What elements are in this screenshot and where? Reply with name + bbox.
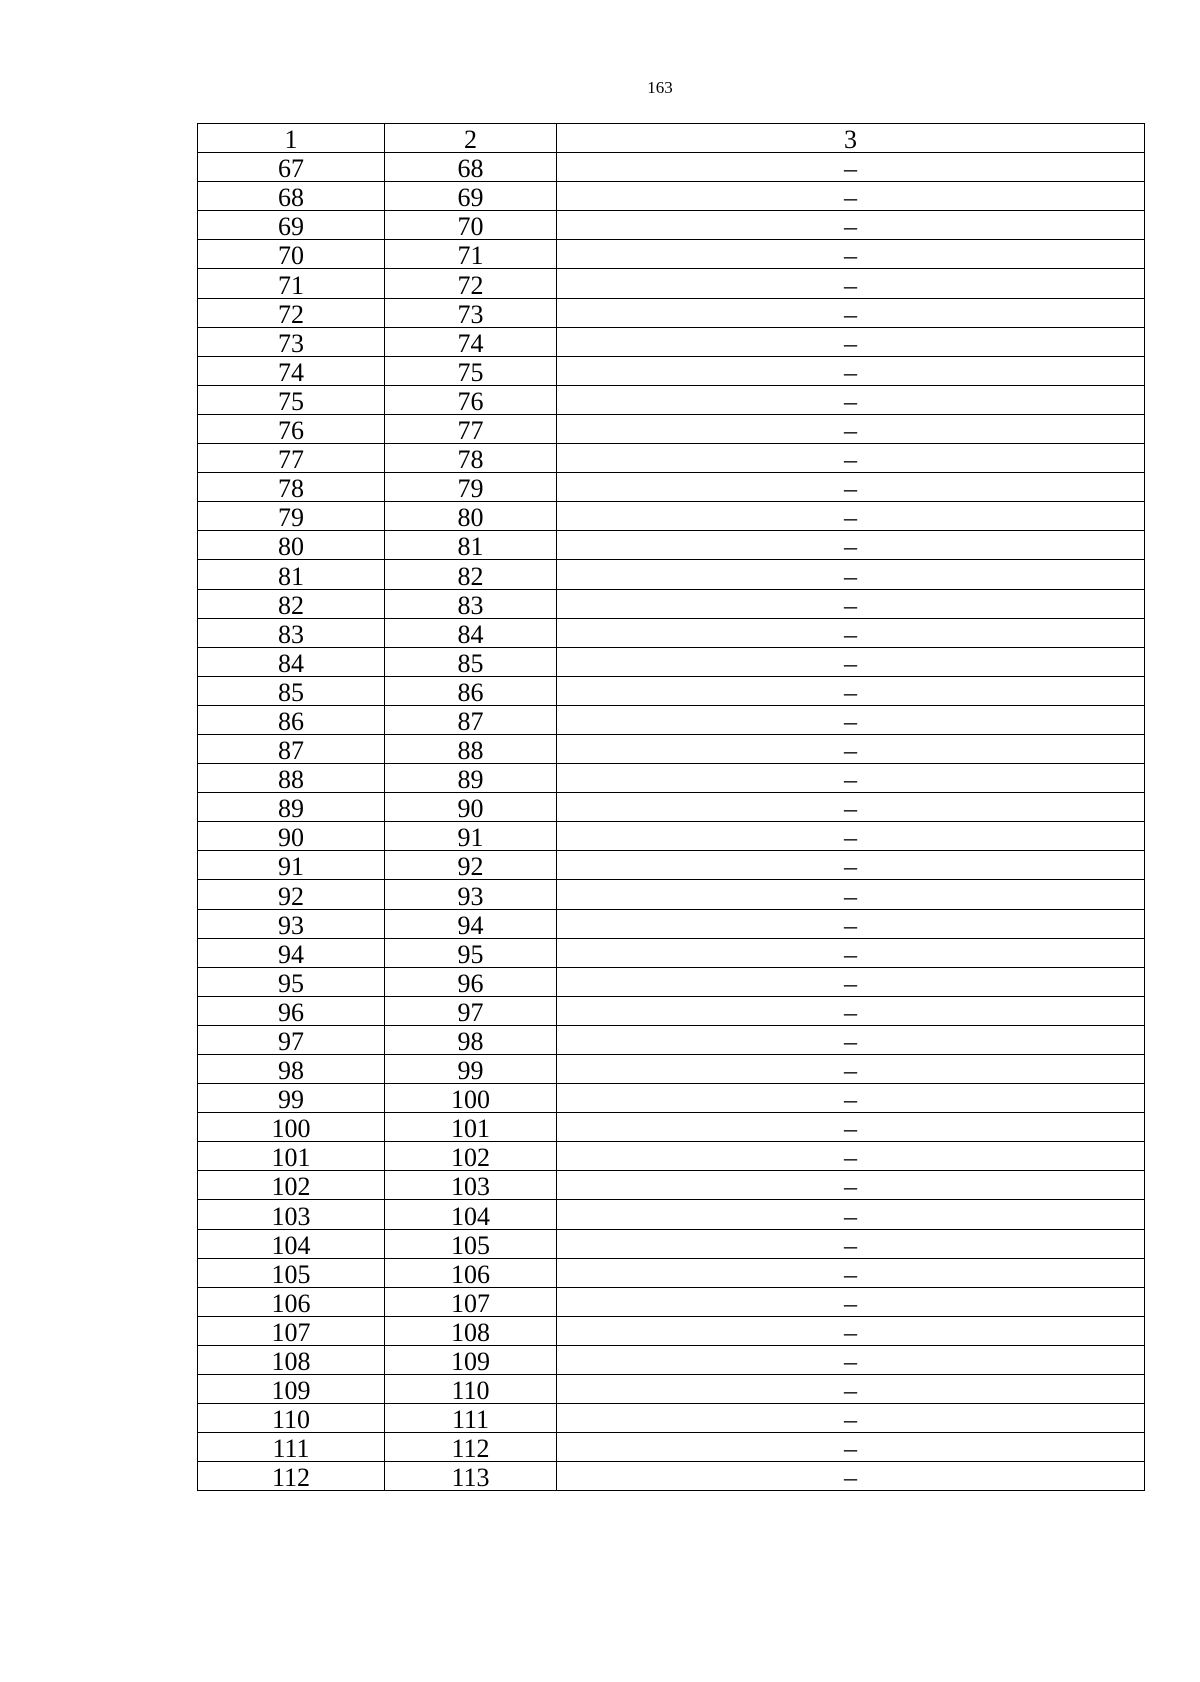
table-row bbox=[198, 764, 1145, 793]
table-cell-col-3: – bbox=[557, 269, 1145, 298]
table-cell-col-2: 80 bbox=[385, 502, 557, 531]
table-row bbox=[198, 618, 1145, 647]
table-row bbox=[198, 1258, 1145, 1287]
table-row bbox=[198, 1200, 1145, 1229]
table-row bbox=[198, 793, 1145, 822]
table-cell-col-3: – bbox=[557, 938, 1145, 967]
table-row bbox=[198, 1142, 1145, 1171]
table-cell-col-1: 73 bbox=[198, 327, 385, 356]
table-cell-col-3: – bbox=[557, 473, 1145, 502]
table-row bbox=[198, 1433, 1145, 1462]
table-cell-col-1: 106 bbox=[198, 1287, 385, 1316]
table-row bbox=[198, 1287, 1145, 1316]
table-cell-col-2: 101 bbox=[385, 1113, 557, 1142]
table-cell-col-2: 107 bbox=[385, 1287, 557, 1316]
table-row bbox=[198, 502, 1145, 531]
table-row bbox=[198, 880, 1145, 909]
table-cell-col-2: 89 bbox=[385, 764, 557, 793]
table-cell-col-2: 108 bbox=[385, 1316, 557, 1345]
table-cell-col-2: 81 bbox=[385, 531, 557, 560]
table-cell-col-1: 112 bbox=[198, 1462, 385, 1491]
table-cell-col-3: – bbox=[557, 1055, 1145, 1084]
table-row bbox=[198, 1025, 1145, 1054]
table-cell-col-3: – bbox=[557, 676, 1145, 705]
table-cell-col-1: 98 bbox=[198, 1055, 385, 1084]
table-cell-col-3: – bbox=[557, 1316, 1145, 1345]
table-cell-col-3: – bbox=[557, 1142, 1145, 1171]
table-cell-col-1: 105 bbox=[198, 1258, 385, 1287]
table-row bbox=[198, 967, 1145, 996]
table-cell-col-2: 111 bbox=[385, 1404, 557, 1433]
table-cell-col-3: – bbox=[557, 705, 1145, 734]
table-cell-col-2: 70 bbox=[385, 211, 557, 240]
table-cell-col-1: 91 bbox=[198, 851, 385, 880]
table-cell-col-3: – bbox=[557, 589, 1145, 618]
table-cell-col-3: – bbox=[557, 1404, 1145, 1433]
table-row bbox=[198, 240, 1145, 269]
table-cell-col-3: – bbox=[557, 298, 1145, 327]
table-cell-col-1: 76 bbox=[198, 414, 385, 443]
table-cell-col-2: 106 bbox=[385, 1258, 557, 1287]
table-cell-col-3: – bbox=[557, 851, 1145, 880]
table-cell-col-2: 84 bbox=[385, 618, 557, 647]
table-cell-col-3: – bbox=[557, 560, 1145, 589]
table-cell-col-3: – bbox=[557, 1375, 1145, 1404]
table-cell-col-1: 71 bbox=[198, 269, 385, 298]
page-number: 163 bbox=[647, 78, 673, 97]
table-cell-col-1: 108 bbox=[198, 1345, 385, 1374]
table-row bbox=[198, 385, 1145, 414]
table-cell-col-1: 95 bbox=[198, 967, 385, 996]
table-cell-col-1: 102 bbox=[198, 1171, 385, 1200]
table-row bbox=[198, 153, 1145, 182]
table-row bbox=[198, 211, 1145, 240]
table-cell-col-1: 80 bbox=[198, 531, 385, 560]
table-cell-col-2: 68 bbox=[385, 153, 557, 182]
table-row bbox=[198, 414, 1145, 443]
table-cell-col-2: 74 bbox=[385, 327, 557, 356]
table-cell-col-1: 69 bbox=[198, 211, 385, 240]
table-row bbox=[198, 909, 1145, 938]
table-cell-col-3: – bbox=[557, 1113, 1145, 1142]
header-cell-col-1: 1 bbox=[198, 124, 385, 153]
table-cell-col-2: 96 bbox=[385, 967, 557, 996]
table-cell-col-1: 77 bbox=[198, 444, 385, 473]
table-row bbox=[198, 734, 1145, 763]
table-cell-col-3: – bbox=[557, 1171, 1145, 1200]
table-row bbox=[198, 182, 1145, 211]
table-row bbox=[198, 1375, 1145, 1404]
table-row bbox=[198, 1084, 1145, 1113]
table-cell-col-2: 86 bbox=[385, 676, 557, 705]
table-cell-col-1: 68 bbox=[198, 182, 385, 211]
table-cell-col-1: 72 bbox=[198, 298, 385, 327]
table-cell-col-1: 96 bbox=[198, 996, 385, 1025]
table-cell-col-2: 100 bbox=[385, 1084, 557, 1113]
table-cell-col-3: – bbox=[557, 356, 1145, 385]
table-row bbox=[198, 531, 1145, 560]
table-row bbox=[198, 1316, 1145, 1345]
table-row bbox=[198, 851, 1145, 880]
table-cell-col-2: 104 bbox=[385, 1200, 557, 1229]
table-cell-col-1: 100 bbox=[198, 1113, 385, 1142]
table-cell-col-1: 97 bbox=[198, 1025, 385, 1054]
table-cell-col-2: 88 bbox=[385, 734, 557, 763]
table-cell-col-1: 109 bbox=[198, 1375, 385, 1404]
table-row bbox=[198, 1055, 1145, 1084]
table-cell-col-3: – bbox=[557, 1287, 1145, 1316]
table-cell-col-3: – bbox=[557, 414, 1145, 443]
table-cell-col-3: – bbox=[557, 327, 1145, 356]
table-cell-col-3: – bbox=[557, 531, 1145, 560]
table-cell-col-2: 85 bbox=[385, 647, 557, 676]
table-cell-col-1: 84 bbox=[198, 647, 385, 676]
table-row bbox=[198, 1345, 1145, 1374]
table-cell-col-1: 107 bbox=[198, 1316, 385, 1345]
table-cell-col-3: – bbox=[557, 1229, 1145, 1258]
table-cell-col-1: 90 bbox=[198, 822, 385, 851]
table-cell-col-1: 104 bbox=[198, 1229, 385, 1258]
table-cell-col-3: – bbox=[557, 996, 1145, 1025]
table-cell-col-3: – bbox=[557, 822, 1145, 851]
table-cell-col-3: – bbox=[557, 1025, 1145, 1054]
table-row bbox=[198, 996, 1145, 1025]
table-cell-col-1: 111 bbox=[198, 1433, 385, 1462]
table-cell-col-2: 110 bbox=[385, 1375, 557, 1404]
header-cell-col-2: 2 bbox=[385, 124, 557, 153]
table-cell-col-1: 92 bbox=[198, 880, 385, 909]
table-cell-col-1: 110 bbox=[198, 1404, 385, 1433]
table-row bbox=[198, 589, 1145, 618]
table-cell-col-2: 87 bbox=[385, 705, 557, 734]
table-header-row bbox=[198, 124, 1145, 153]
table-cell-col-3: – bbox=[557, 444, 1145, 473]
table-row bbox=[198, 298, 1145, 327]
table-cell-col-2: 79 bbox=[385, 473, 557, 502]
table-cell-col-1: 74 bbox=[198, 356, 385, 385]
table-cell-col-3: – bbox=[557, 618, 1145, 647]
table-cell-col-2: 76 bbox=[385, 385, 557, 414]
table-cell-col-2: 73 bbox=[385, 298, 557, 327]
table-cell-col-1: 88 bbox=[198, 764, 385, 793]
table-row bbox=[198, 473, 1145, 502]
table-cell-col-3: – bbox=[557, 734, 1145, 763]
table-cell-col-2: 92 bbox=[385, 851, 557, 880]
table-row bbox=[198, 938, 1145, 967]
table-row bbox=[198, 269, 1145, 298]
table-cell-col-2: 78 bbox=[385, 444, 557, 473]
table-cell-col-1: 89 bbox=[198, 793, 385, 822]
table-row bbox=[198, 356, 1145, 385]
table-cell-col-2: 69 bbox=[385, 182, 557, 211]
header-cell-col-3: 3 bbox=[557, 124, 1145, 153]
table-cell-col-2: 83 bbox=[385, 589, 557, 618]
table-row bbox=[198, 1229, 1145, 1258]
table-row bbox=[198, 676, 1145, 705]
table-cell-col-3: – bbox=[557, 967, 1145, 996]
table-cell-col-3: – bbox=[557, 502, 1145, 531]
table-cell-col-1: 67 bbox=[198, 153, 385, 182]
table-row bbox=[198, 1113, 1145, 1142]
table-cell-col-2: 94 bbox=[385, 909, 557, 938]
table-cell-col-2: 102 bbox=[385, 1142, 557, 1171]
table-cell-col-1: 93 bbox=[198, 909, 385, 938]
table-cell-col-3: – bbox=[557, 182, 1145, 211]
table-cell-col-3: – bbox=[557, 153, 1145, 182]
table-row bbox=[198, 705, 1145, 734]
table-cell-col-2: 97 bbox=[385, 996, 557, 1025]
table-cell-col-3: – bbox=[557, 1433, 1145, 1462]
table-cell-col-2: 90 bbox=[385, 793, 557, 822]
table-cell-col-2: 109 bbox=[385, 1345, 557, 1374]
table-cell-col-2: 71 bbox=[385, 240, 557, 269]
table-cell-col-3: – bbox=[557, 1084, 1145, 1113]
table-cell-col-1: 81 bbox=[198, 560, 385, 589]
table-cell-col-1: 99 bbox=[198, 1084, 385, 1113]
table-row bbox=[198, 444, 1145, 473]
table-cell-col-1: 70 bbox=[198, 240, 385, 269]
table-cell-col-1: 83 bbox=[198, 618, 385, 647]
table-body bbox=[198, 124, 1145, 1491]
table-cell-col-2: 93 bbox=[385, 880, 557, 909]
table-row bbox=[198, 647, 1145, 676]
table-cell-col-2: 91 bbox=[385, 822, 557, 851]
table-cell-col-3: – bbox=[557, 385, 1145, 414]
table-row bbox=[198, 1171, 1145, 1200]
table-cell-col-2: 99 bbox=[385, 1055, 557, 1084]
table-cell-col-2: 82 bbox=[385, 560, 557, 589]
table-cell-col-1: 78 bbox=[198, 473, 385, 502]
table-cell-col-3: – bbox=[557, 909, 1145, 938]
table-cell-col-3: – bbox=[557, 764, 1145, 793]
table-row bbox=[198, 327, 1145, 356]
table-cell-col-3: – bbox=[557, 880, 1145, 909]
table-row bbox=[198, 560, 1145, 589]
table-cell-col-3: – bbox=[557, 240, 1145, 269]
table-cell-col-1: 101 bbox=[198, 1142, 385, 1171]
data-table bbox=[197, 123, 1145, 1491]
table-cell-col-1: 94 bbox=[198, 938, 385, 967]
table-cell-col-1: 103 bbox=[198, 1200, 385, 1229]
table-cell-col-1: 85 bbox=[198, 676, 385, 705]
table-cell-col-2: 72 bbox=[385, 269, 557, 298]
table-cell-col-1: 82 bbox=[198, 589, 385, 618]
table-cell-col-2: 95 bbox=[385, 938, 557, 967]
table-row bbox=[198, 1462, 1145, 1491]
table-cell-col-2: 75 bbox=[385, 356, 557, 385]
table-row bbox=[198, 822, 1145, 851]
table-cell-col-2: 113 bbox=[385, 1462, 557, 1491]
table-cell-col-2: 98 bbox=[385, 1025, 557, 1054]
table-cell-col-3: – bbox=[557, 211, 1145, 240]
table-cell-col-3: – bbox=[557, 1200, 1145, 1229]
table-cell-col-2: 77 bbox=[385, 414, 557, 443]
table-cell-col-1: 75 bbox=[198, 385, 385, 414]
table-cell-col-3: – bbox=[557, 793, 1145, 822]
table-cell-col-3: – bbox=[557, 1462, 1145, 1491]
table-cell-col-2: 112 bbox=[385, 1433, 557, 1462]
table-cell-col-1: 79 bbox=[198, 502, 385, 531]
table-cell-col-1: 86 bbox=[198, 705, 385, 734]
table-cell-col-1: 87 bbox=[198, 734, 385, 763]
table-cell-col-2: 103 bbox=[385, 1171, 557, 1200]
table-cell-col-2: 105 bbox=[385, 1229, 557, 1258]
table-cell-col-3: – bbox=[557, 647, 1145, 676]
table-cell-col-3: – bbox=[557, 1345, 1145, 1374]
table-cell-col-3: – bbox=[557, 1258, 1145, 1287]
table-row bbox=[198, 1404, 1145, 1433]
